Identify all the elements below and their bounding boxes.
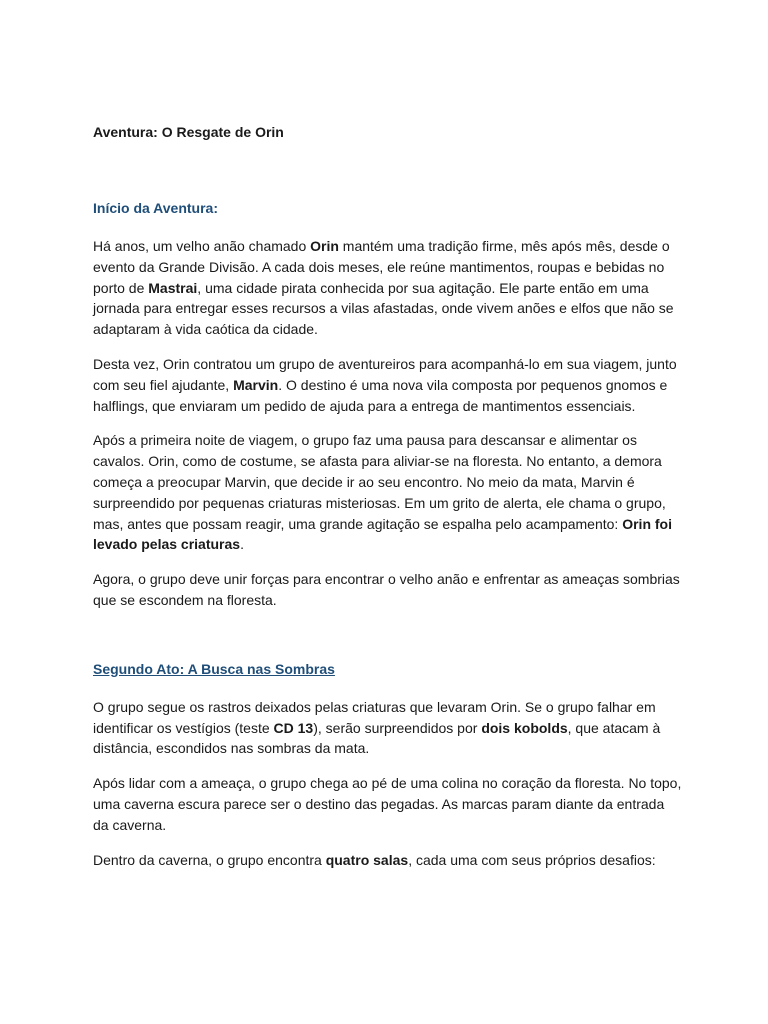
paragraph: Após lidar com a ameaça, o grupo chega ao pé de uma colina no coração da floresta. No topo, uma caverna escura parece ser o destino das pegadas. As marcas param diante da entrada da caverna. bbox=[93, 775, 682, 833]
paragraph-text: ), serão surpreendidos por bbox=[313, 719, 482, 736]
paragraph bbox=[93, 850, 683, 871]
bold-text: Orin bbox=[310, 238, 339, 254]
paragraph-text: O grupo segue os rastros deixados pelas criaturas que levaram Orin. Se o grupo falhar em identificar os vestígios (teste bbox=[93, 698, 656, 736]
paragraph: Agora, o grupo deve unir forças para encontrar o velho anão e enfrentar as ameaças sombrias que se escondem na floresta. bbox=[93, 571, 680, 608]
bold-text: CD 13 bbox=[273, 719, 314, 736]
paragraph-text: , que atacam à distância, escondidos nas sombras da mata. bbox=[93, 719, 661, 757]
section-spacer bbox=[93, 625, 683, 659]
bold-text: Marvin bbox=[233, 376, 279, 393]
bold-text: Orin foi levado pelas criaturas bbox=[93, 515, 672, 553]
paragraph bbox=[93, 354, 683, 416]
document-body bbox=[93, 122, 683, 884]
bold-text: dois kobolds bbox=[481, 719, 568, 736]
paragraph-text: Dentro da caverna, o grupo encontra bbox=[93, 851, 326, 868]
paragraph-text: . O destino é uma nova vila composta por pequenos gnomos e halflings, que enviaram um pedido de ajuda para a entrega de mantimentos essenciais. bbox=[93, 376, 668, 414]
paragraph-text: Há anos, um velho anão chamado bbox=[93, 238, 311, 254]
paragraph-text: mantém uma tradição firme, mês após mês, desde o evento da Grande Divisão. A cada dois meses, ele reúne mantimentos, roupas e bebidas no porto de bbox=[93, 238, 670, 296]
paragraph-text: Desta vez, Orin contratou um grupo de aventureiros para acompanhá-lo em sua viagem, junto com seu fiel ajudante, bbox=[93, 355, 677, 393]
section-heading-inicio: Início da Aventura: bbox=[93, 200, 218, 216]
document-title: Aventura: O Resgate de Orin bbox=[93, 124, 284, 140]
paragraph bbox=[93, 236, 683, 340]
section-heading-segundo-ato: Segundo Ato: A Busca nas Sombras bbox=[93, 660, 335, 677]
paragraph-text: Após a primeira noite de viagem, o grupo faz uma pausa para descansar e alimentar os cavalos. Orin, como de costume, se afasta para aliviar-se na floresta. No entanto, a demora começa a preocupar Marvin, que decide ir ao seu encontro. No meio da mata, Marvin é surpreendido por pequenas criaturas misteriosas. Em um grito de alerta, ele chama o grupo, mas, antes que possam reagir, uma grande agitação se espalha pelo acampamento: bbox=[93, 432, 666, 532]
bold-text: Mastrai bbox=[148, 279, 198, 296]
paragraph-text: , uma cidade pirata conhecida por sua agitação. Ele parte então em uma jornada para entregar esses recursos a vilas afastadas, onde vivem anões e elfos que não se adaptaram à vida caótica da cidade. bbox=[93, 279, 674, 338]
paragraph-text: , cada uma com seus próprios desafios: bbox=[408, 851, 656, 868]
bold-text: quatro salas bbox=[325, 851, 409, 868]
paragraph bbox=[93, 697, 683, 759]
paragraph-text: . bbox=[240, 536, 244, 553]
paragraph bbox=[93, 430, 683, 555]
